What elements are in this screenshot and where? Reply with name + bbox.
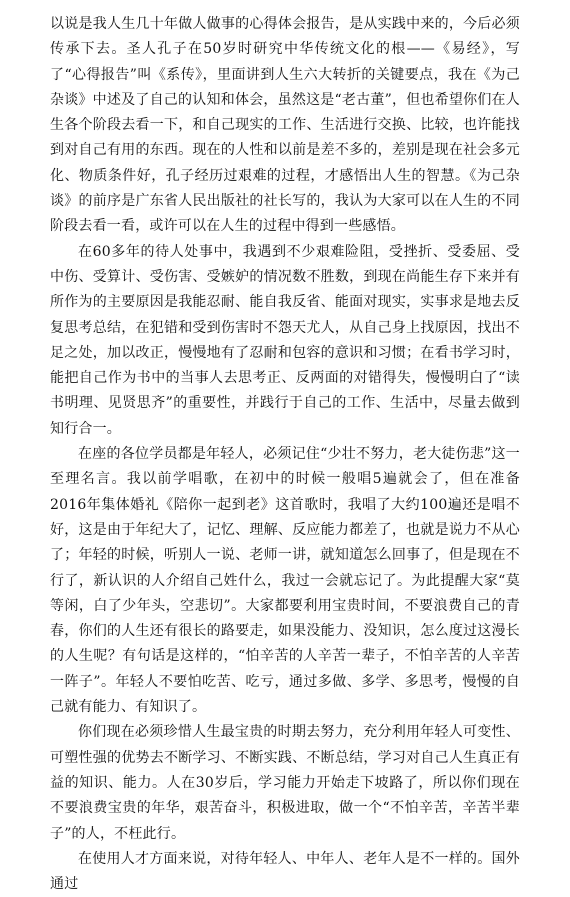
paragraph-4: 你们现在必须珍惜人生最宝贵的时期去努力，充分利用年轻人可变性、可塑性强的优势去不断学习、不断实践、不断总结，学习对自己人生真正有益的知识、能力。人在30岁后，学习能力开始走下坡路了，所以你们现在不要浪费宝贵的年华，艰苦奋斗，积极进取，做一个“不怕辛苦，辛苦半辈子”的人，不枉此行。 <box>50 724 520 842</box>
paragraph-1: 以说是我人生几十年做人做事的心得体会报告，是从实践中来的，今后必须传承下去。圣人孔子在50岁时研究中华传统文化的根——《易经》，写了“心得报告”叫《系传》，里面讲到人生六大转折的关键要点，我在《为己杂谈》中述及了自己的认知和体会，虽然这是“老古董”，但也希望你们在人生各个阶段去看一下，和自己现实的工作、生活进行交换、比较，也许能找到对自己有用的东西。现在的人性和以前是差不多的，差别是现在社会多元化、物质条件好，孔子经历过艰难的过程，才感悟出人生的智慧。《为己杂谈》的前序是广东省人民出版社的社长写的，我认为大家可以在人生的不同阶段去看一看，或许可以在人生的过程中得到一些感悟。 <box>50 16 520 235</box>
paragraph-5: 在使用人才方面来说，对待年轻人、中年人、老年人是不一样的。国外通过 <box>50 850 520 893</box>
document-body <box>50 12 520 897</box>
paragraph-2: 在60多年的待人处事中，我遇到不少艰难险阻，受挫折、受委屈、受中伤、受算计、受伤害、受嫉妒的情况数不胜数，到现在尚能生存下来并有所作为的主要原因是我能忍耐、能自我反省、能面对现实，实事求是地去反复思考总结，在犯错和受到伤害时不怨天尤人，从自己身上找原因，找出不足之处，加以改正，慢慢地有了忍耐和包容的意识和习惯；在看书学习时，能把自己作为书中的当事人去思考正、反两面的对错得失，慢慢明白了“读书明理、见贤思齐”的重要性，并践行于自己的工作、生活中，尽量去做到知行合一。 <box>50 243 520 437</box>
paragraph-3: 在座的各位学员都是年轻人，必须记住“少壮不努力，老大徒伤悲”这一至理名言。我以前学唱歌，在初中的时候一般唱5遍就会了，但在准备2016年集体婚礼《陪你一起到老》这首歌时，我唱了大约100遍还是唱不好，这是由于年纪大了，记忆、理解、反应能力都差了，也就是说力不从心了；年轻的时候，听别人一说、老师一讲，就知道怎么回事了，但是现在不行了，新认识的人介绍自己姓什么，我过一会就忘记了。为此提醒大家“莫等闲，白了少年头，空悲切”。大家都要利用宝贵时间，不要浪费自己的青春，你们的人生还有很长的路要走，如果没能力、没知识，怎么度过这漫长的人生呢？有句话是这样的，“怕辛苦的人辛苦一辈子，不怕辛苦的人辛苦一阵子”。年轻人不要怕吃苦、吃亏，通过多做、多学、多思考，慢慢的自己就有能力、有知识了。 <box>50 446 520 716</box>
